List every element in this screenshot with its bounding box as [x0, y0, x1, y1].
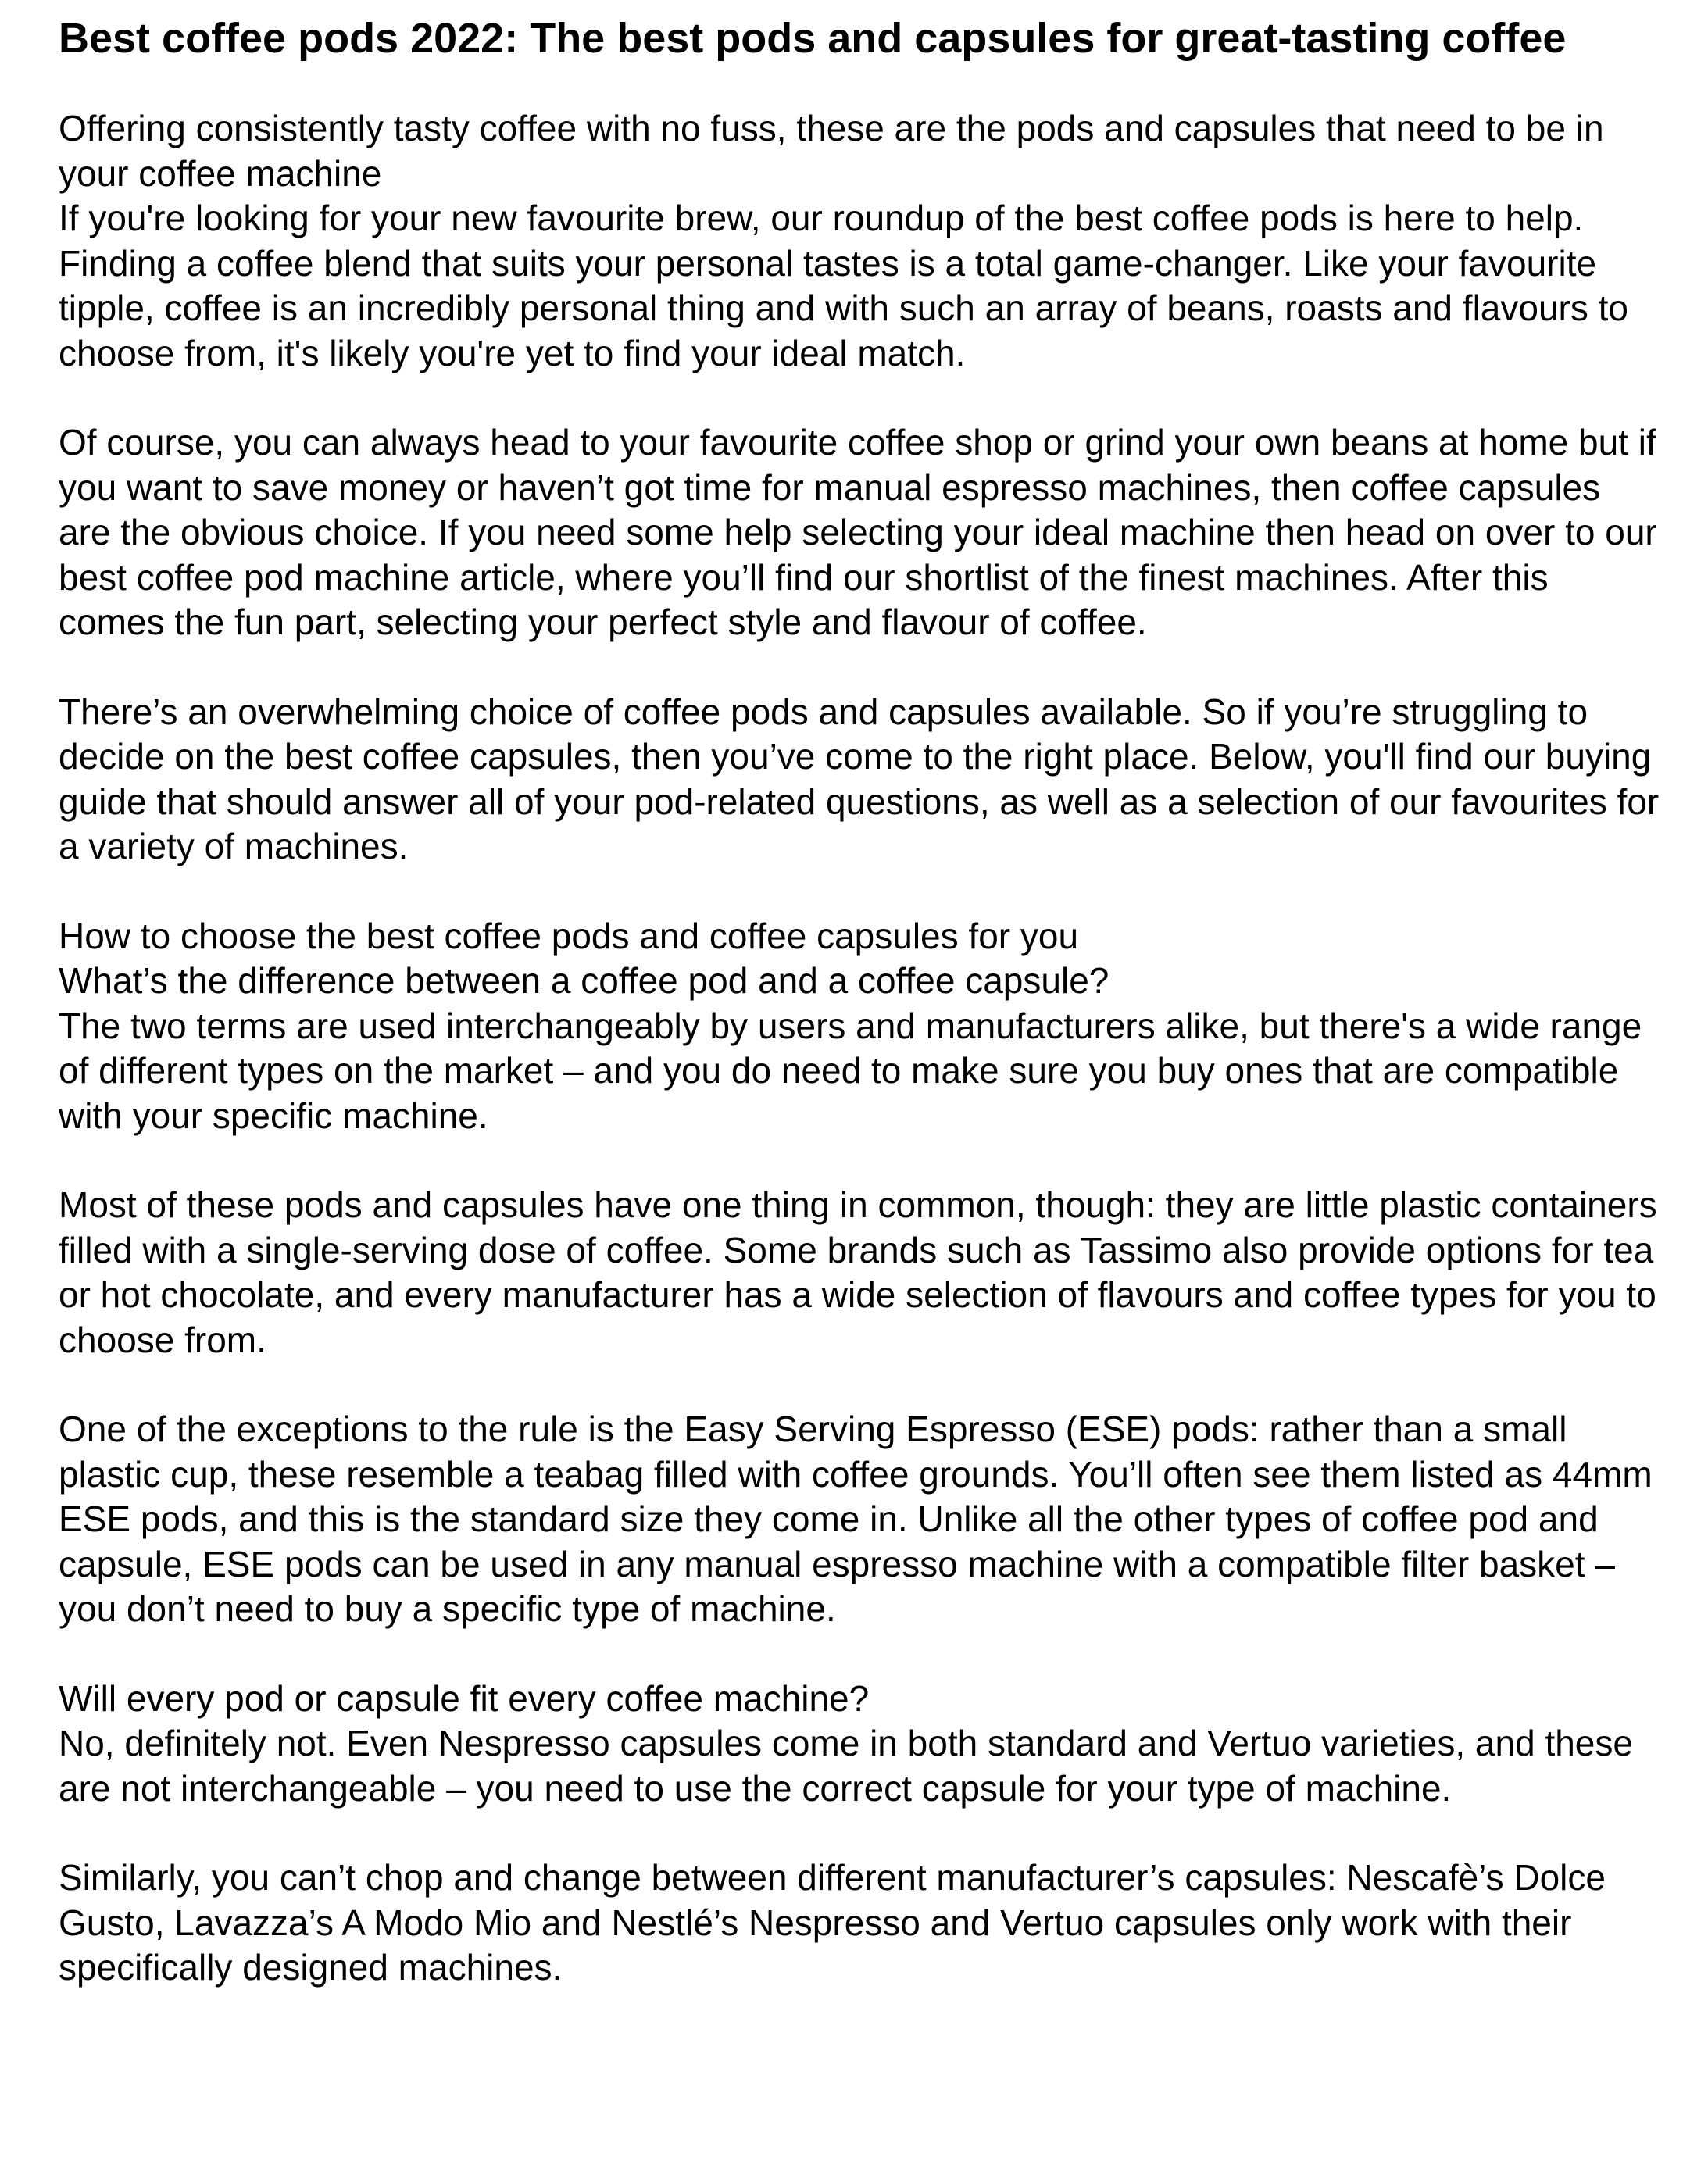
paragraph-text: One of the exceptions to the rule is the Easy Serving Espresso (ESE) pods: rather than a small plastic cup, these resemble a teabag filled with coffee grounds. You’ll often see them listed as 44mm ESE pods, and this is the standard size they come in. Unlike all the other types of coffee pod and capsule, ESE pods can be used in any manual espresso machine with a compatible filter basket – you don’t need to buy a specific type of machine. — [59, 1409, 1653, 1629]
article-body — [59, 106, 1660, 1991]
intro-text: If you're looking for your new favourite brew, our roundup of the best coffee pods is here to help. Finding a coffee blend that suits your personal tastes is a total game-changer. Like your favourite tipple, coffee is an incredibly personal thing and with such an array of beans, roasts and flavours to choose from, it's likely you're yet to find your ideal match. — [59, 198, 1628, 373]
paragraph-choice — [59, 690, 1660, 870]
question-heading: Will every pod or capsule fit every coffee machine? — [59, 1677, 870, 1719]
article-title: Best coffee pods 2022: The best pods and capsules for great-tasting coffee — [59, 15, 1567, 62]
paragraph-intro — [59, 106, 1660, 376]
paragraph-text: There’s an overwhelming choice of coffee pods and capsules available. So if you’re struggling to decide on the best coffee capsules, then you’ve come to the right place. Below, you'll find our buying guide that should answer all of your pod-related questions, as well as a selection of our favourites for a variety of machines. — [59, 691, 1660, 866]
paragraph-text: The two terms are used interchangeably by users and manufacturers alike, but there's a wide range of different types on the market – and you do need to make sure you buy ones that are compatible with your specific machine. — [59, 1005, 1642, 1136]
question-heading: What’s the difference between a coffee pod and a coffee capsule? — [59, 960, 1109, 1001]
section-heading: How to choose the best coffee pods and coffee capsules for you — [59, 915, 1079, 956]
paragraph-text: Of course, you can always head to your favourite coffee shop or grind your own beans at home but if you want to save money or haven’t got time for manual espresso machines, then coffee capsules are the obvious choice. If you need some help selecting your ideal machine then head on over to our best coffee pod machine article, where you’ll find our shortlist of the finest machines. After this comes the fun part, selecting your perfect style and flavour of coffee. — [59, 422, 1657, 642]
paragraph-coffee-shop — [59, 420, 1660, 645]
intro-subheading: Offering consistently tasty coffee with no fuss, these are the pods and capsules that need to be in your coffee machine — [59, 108, 1604, 194]
document-page — [59, 14, 1660, 2035]
paragraph-how-to-choose — [59, 914, 1660, 1139]
paragraph-text: Most of these pods and capsules have one thing in common, though: they are little plastic containers filled with a single-serving dose of coffee. Some brands such as Tassimo also provide options for tea or hot chocolate, and every manufacturer has a wide selection of flavours and coffee types for you to choose from. — [59, 1184, 1657, 1360]
paragraph-fit-question — [59, 1677, 1660, 1812]
paragraph-ese-pods — [59, 1407, 1660, 1632]
paragraph-text: Similarly, you can’t chop and change between different manufacturer’s capsules: Nescafè’s Dolce Gusto, Lavazza’s A Modo Mio and Nestlé’s Nespresso and Vertuo capsules only work with their specifically designed machines. — [59, 1857, 1606, 1988]
paragraph-text: No, definitely not. Even Nespresso capsules come in both standard and Vertuo varieties, and these are not interchangeable – you need to use the correct capsule for your type of machine. — [59, 1723, 1633, 1809]
paragraph-manufacturers — [59, 1856, 1660, 1991]
paragraph-common — [59, 1183, 1660, 1363]
